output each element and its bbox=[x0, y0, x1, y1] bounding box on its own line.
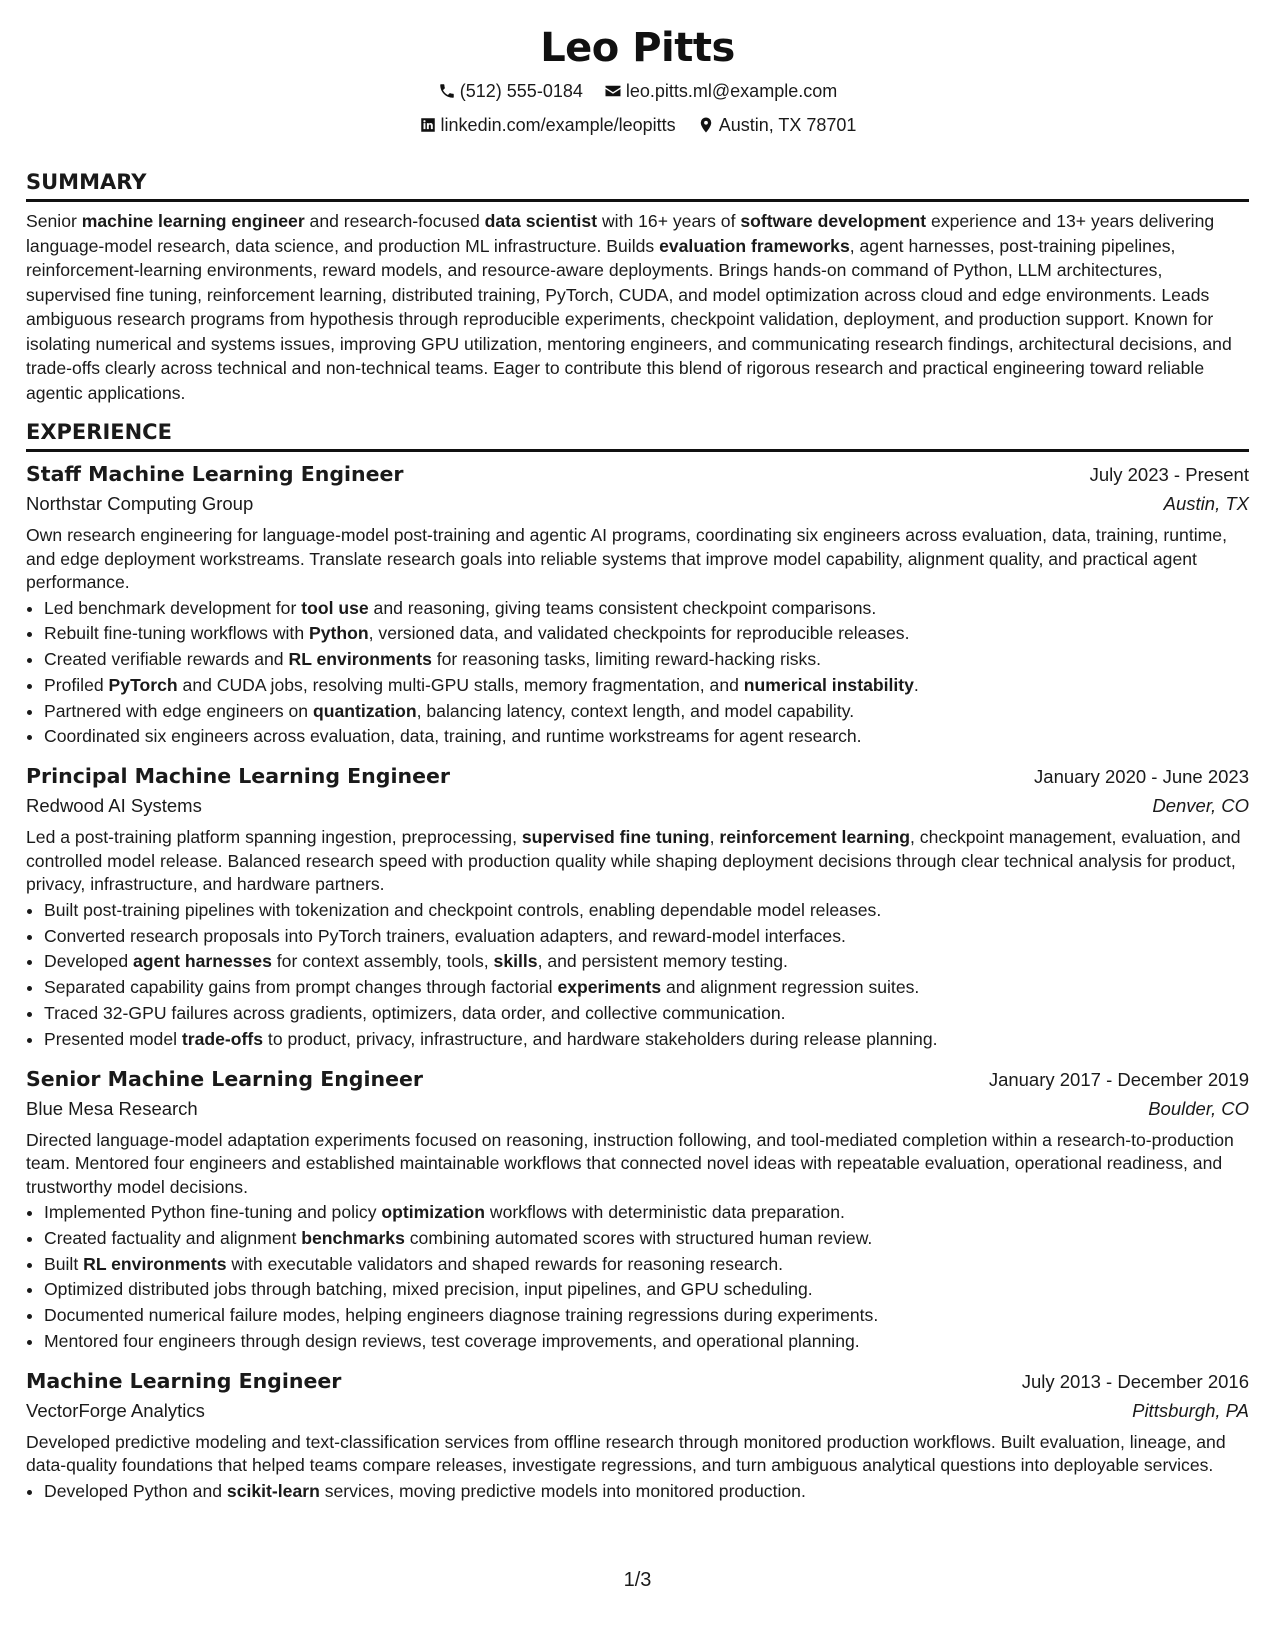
phone-contact bbox=[438, 80, 583, 102]
job-bullet: • Partnered with edge engineers on quantization, balancing latency, context length, and model capability. bbox=[44, 699, 1249, 725]
job-bullet: • Built post-training pipelines with tokenization and checkpoint controls, enabling dependable model releases. bbox=[44, 898, 1249, 924]
job-location: Austin, TX bbox=[1163, 493, 1249, 514]
job-entry bbox=[26, 762, 1249, 1052]
envelope-icon bbox=[604, 82, 622, 100]
job-bullet: • Converted research proposals into PyTorch trainers, evaluation adapters, and reward-model interfaces. bbox=[44, 924, 1249, 950]
job-bullet: • Led benchmark development for tool use and reasoning, giving teams consistent checkpoint comparisons. bbox=[44, 596, 1249, 622]
job-entry bbox=[26, 1065, 1249, 1355]
section-title-summary: SUMMARY bbox=[26, 169, 1249, 202]
job-bullet: • Coordinated six engineers across evaluation, data, training, and runtime workstreams for agent research. bbox=[44, 724, 1249, 750]
job-bullets bbox=[26, 596, 1249, 751]
experience-section bbox=[26, 419, 1249, 1505]
summary-text: Senior machine learning engineer and research-focused data scientist with 16+ years of software development experience and 13+ years delivering language-model research, data science, and production ML infrastructure. Builds evaluation frameworks, agent harnesses, post-training pipelines, reinforcement-learning environments, reward models, and resource-aware deployments. Brings hands-on command of Python, LLM architectures, supervised fine tuning, reinforcement learning, distributed training, PyTorch, CUDA, and model optimization across cloud and edge environments. Leads ambiguous research programs from hypothesis through reproducible experiments, checkpoint validation, deployment, and production support. Known for isolating numerical and systems issues, improving GPU utilization, mentoring engineers, and communicating research findings, architectural decisions, and trade-offs clearly across technical and non-technical teams. Eager to contribute this blend of rigorous research and practical engineering toward reliable agentic applications. bbox=[26, 211, 1232, 403]
job-description: Own research engineering for language-model post-training and agentic AI programs, coordinating six engineers across evaluation, data, training, runtime, and edge deployment workstreams. Translate research goals into reliable systems that improve model capability, alignment quality, and practical agent performance. bbox=[26, 525, 1227, 592]
job-title-row bbox=[26, 762, 1249, 791]
job-bullet: • Built RL environments with executable validators and shaped rewards for reasoning research. bbox=[44, 1252, 1249, 1278]
job-bullet: • Profiled PyTorch and CUDA jobs, resolving multi-GPU stalls, memory fragmentation, and numerical instability. bbox=[44, 673, 1249, 699]
job-company: Northstar Computing Group bbox=[26, 493, 254, 514]
job-location: Pittsburgh, PA bbox=[1132, 1399, 1249, 1421]
job-bullet: • Traced 32-GPU failures across gradients, optimizers, data order, and collective communication. bbox=[44, 1001, 1249, 1027]
linkedin-contact[interactable] bbox=[419, 114, 676, 136]
job-dates: July 2023 - Present bbox=[1089, 464, 1249, 485]
location-contact bbox=[697, 114, 857, 136]
job-title-row bbox=[26, 1065, 1249, 1094]
job-entry bbox=[26, 460, 1249, 750]
resume-page bbox=[26, 0, 1249, 1505]
email-contact[interactable] bbox=[604, 80, 837, 102]
job-company: Blue Mesa Research bbox=[26, 1097, 198, 1119]
linkedin-icon bbox=[419, 116, 437, 134]
job-title-row bbox=[26, 1367, 1249, 1396]
phone-number: (512) 555-0184 bbox=[459, 81, 583, 101]
job-title: Staff Machine Learning Engineer bbox=[26, 462, 404, 486]
contact-line-1 bbox=[26, 80, 1249, 105]
job-title-row bbox=[26, 460, 1249, 489]
job-description: Directed language-model adaptation experiments focused on reasoning, instruction following, and tool-mediated completion within a research-to-production team. Mentored four engineers and established maintainable workflows that connected novel ideas with repeatable evaluation, operational readiness, and trustworthy model decisions. bbox=[26, 1129, 1234, 1197]
job-bullets bbox=[26, 1479, 1249, 1505]
job-title: Machine Learning Engineer bbox=[26, 1368, 342, 1393]
job-bullet: • Implemented Python fine-tuning and policy optimization workflows with deterministic data preparation. bbox=[44, 1200, 1249, 1226]
job-company-row bbox=[26, 791, 1249, 821]
job-bullet: • Rebuilt fine-tuning workflows with Python, versioned data, and validated checkpoints for reproducible releases. bbox=[44, 621, 1249, 647]
job-title: Principal Machine Learning Engineer bbox=[26, 764, 450, 789]
candidate-name: Leo Pitts bbox=[540, 25, 735, 71]
job-bullet: • Developed agent harnesses for context assembly, tools, skills, and persistent memory testing. bbox=[44, 949, 1249, 975]
job-bullet: • Mentored four engineers through design reviews, test coverage improvements, and operational planning. bbox=[44, 1329, 1249, 1355]
job-company: Redwood AI Systems bbox=[26, 795, 202, 817]
job-description: Led a post-training platform spanning ingestion, preprocessing, supervised fine tuning, reinforcement learning, checkpoint management, evaluation, and controlled model release. Balanced research speed with production quality while shaping deployment decisions through clear technical analysis for product, privacy, infrastructure, and hardware partners. bbox=[26, 827, 1241, 895]
contact-line-2 bbox=[26, 114, 1249, 139]
job-title: Senior Machine Learning Engineer bbox=[26, 1066, 424, 1091]
job-bullets bbox=[26, 898, 1249, 1053]
job-location: Denver, CO bbox=[1152, 795, 1249, 817]
job-list bbox=[26, 460, 1249, 1505]
job-company-row bbox=[26, 1396, 1249, 1426]
job-description: Developed predictive modeling and text-classification services from offline research through monitored production workflows. Built evaluation, lineage, and data-quality foundations that helped teams compare releases, investigate regressions, and turn ambiguous analytical questions into deployable services. bbox=[26, 1431, 1226, 1476]
job-bullet: • Documented numerical failure modes, helping engineers diagnose training regressions during experiments. bbox=[44, 1303, 1249, 1329]
job-company-row bbox=[26, 489, 1249, 519]
job-bullet: • Optimized distributed jobs through batching, mixed precision, input pipelines, and GPU scheduling. bbox=[44, 1277, 1249, 1303]
phone-icon bbox=[438, 82, 456, 100]
job-company-row bbox=[26, 1094, 1249, 1124]
job-location: Boulder, CO bbox=[1148, 1097, 1249, 1119]
job-bullets bbox=[26, 1200, 1249, 1355]
job-dates: January 2017 - December 2019 bbox=[988, 1068, 1249, 1090]
job-bullet: • Created verifiable rewards and RL environments for reasoning tasks, limiting reward-hacking risks. bbox=[44, 647, 1249, 673]
job-bullet: • Separated capability gains from prompt changes through factorial experiments and alignment regression suites. bbox=[44, 975, 1249, 1001]
page-number: 1/3 bbox=[623, 1569, 652, 1591]
job-bullet: • Created factuality and alignment benchmarks combining automated scores with structured human review. bbox=[44, 1226, 1249, 1252]
job-entry bbox=[26, 1367, 1249, 1505]
job-company: VectorForge Analytics bbox=[26, 1399, 205, 1421]
resume-header bbox=[26, 0, 1249, 139]
job-bullet: • Developed Python and scikit-learn services, moving predictive models into monitored production. bbox=[44, 1479, 1249, 1505]
section-title-experience: EXPERIENCE bbox=[26, 419, 1249, 452]
job-dates: January 2020 - June 2023 bbox=[1034, 766, 1249, 788]
job-bullet: • Presented model trade-offs to product, privacy, infrastructure, and hardware stakeholders during release planning. bbox=[44, 1027, 1249, 1053]
location-text: Austin, TX 78701 bbox=[718, 115, 857, 135]
summary-section bbox=[26, 169, 1249, 405]
email-address[interactable]: leo.pitts.ml@example.com bbox=[625, 81, 838, 101]
job-dates: July 2013 - December 2016 bbox=[1021, 1370, 1249, 1392]
map-pin-icon bbox=[697, 116, 715, 134]
linkedin-url[interactable]: linkedin.com/example/leopitts bbox=[440, 115, 676, 135]
